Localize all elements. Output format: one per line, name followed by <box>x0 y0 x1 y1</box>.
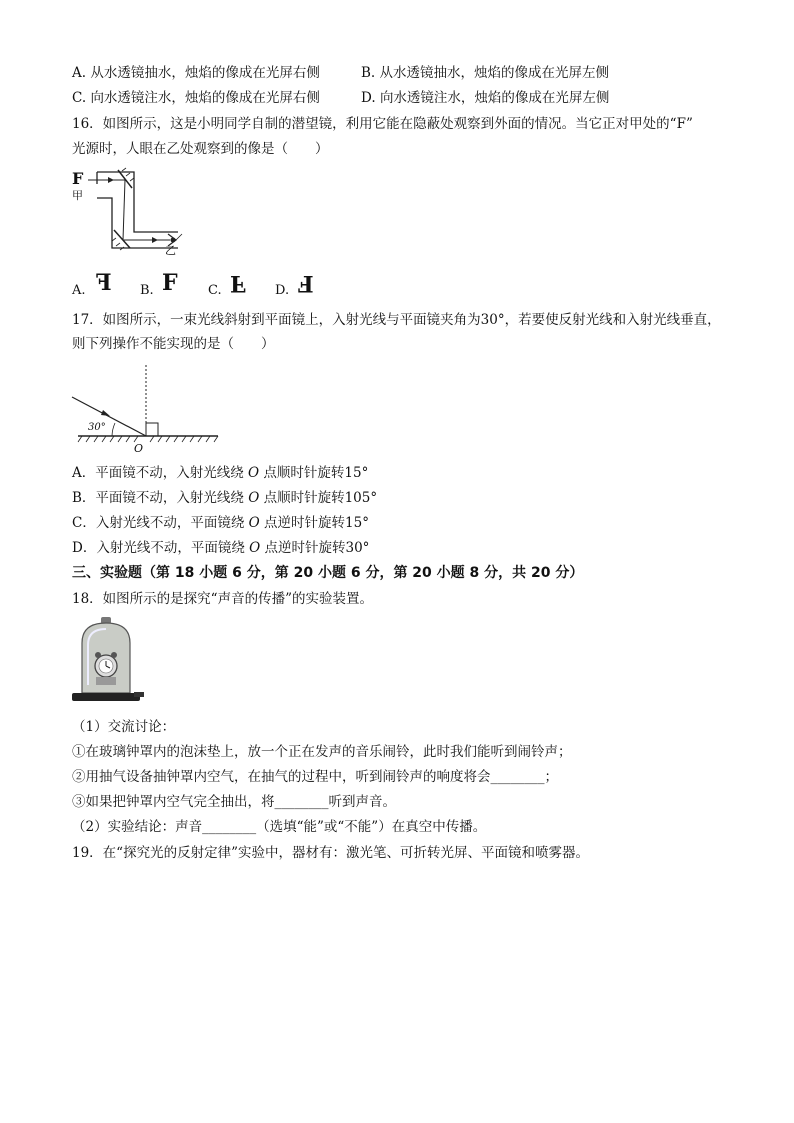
q16-option-d-glyph: F <box>298 270 314 296</box>
section-3-title: 三、实验题（第 18 小题 6 分，第 20 小题 6 分，第 20 小题 8 分，共 20 分） <box>72 565 584 581</box>
fig-label-jia: 甲 <box>72 189 83 202</box>
fig-source-f: F <box>72 169 84 188</box>
q16-stem-line1: 16．如图所示，这是小明同学自制的潜望镜，利用它能在隐蔽处观察到外面的情况。当它正对甲处的“F” <box>72 116 693 132</box>
periscope-diagram <box>72 170 202 260</box>
fig-angle-label: 30° <box>88 422 106 433</box>
q19-stem: 19．在“探究光的反射定律”实验中，器材有：激光笔、可折转光屏、平面镜和喷雾器。 <box>72 845 589 861</box>
fig-label-yi: 乙 <box>165 244 176 257</box>
q18-statement-3: ③如果把钟罩内空气完全抽出，将________听到声音。 <box>72 794 396 810</box>
q15-option-b: B. 从水透镜抽水，烛焰的像成在光屏左侧 <box>361 65 610 81</box>
q17-stem-line1: 17．如图所示，一束光线斜射到平面镜上，入射光线与平面镜夹角为30°，若要使反射光线和入射光线垂直， <box>72 312 721 328</box>
q16-stem-line2: 光源时，人眼在乙处观察到的像是（ ） <box>72 141 329 157</box>
q18-part2-conclusion: （2）实验结论：声音________（选填“能”或“不能”）在真空中传播。 <box>72 819 487 835</box>
q17-option-b: B．平面镜不动，入射光线绕 O 点顺时针旋转105° <box>72 490 378 506</box>
q16-option-d-letter: D. <box>275 283 290 298</box>
q15-option-a: A. 从水透镜抽水，烛焰的像成在光屏右侧 <box>72 65 320 81</box>
q18-statement-1: ①在玻璃钟罩内的泡沫垫上，放一个正在发声的音乐闹铃，此时我们能听到闹铃声； <box>72 744 572 760</box>
q15-option-c: C. 向水透镜注水，烛焰的像成在光屏右侧 <box>72 90 320 106</box>
q18-statement-2: ②用抽气设备抽钟罩内空气，在抽气的过程中，听到闹铃声的响度将会________； <box>72 769 558 785</box>
q16-option-c-glyph: F <box>230 270 246 296</box>
q16-option-a-letter: A. <box>72 283 86 298</box>
q16-option-a-glyph: F <box>96 270 112 296</box>
q17-option-a: A．平面镜不动，入射光线绕 O 点顺时针旋转15° <box>72 465 369 481</box>
bell-jar-image <box>70 613 150 703</box>
q16-option-c-letter: C. <box>208 283 222 298</box>
mirror-diagram <box>70 357 230 452</box>
q15-option-d: D. 向水透镜注水，烛焰的像成在光屏左侧 <box>361 90 610 106</box>
q18-part1-title: （1）交流讨论： <box>72 719 176 735</box>
q16-option-b-letter: B. <box>140 283 154 298</box>
q18-stem: 18．如图所示的是探究“声音的传播”的实验装置。 <box>72 591 373 607</box>
q17-option-d: D．入射光线不动，平面镜绕 O 点逆时针旋转30° <box>72 540 370 556</box>
q17-stem-line2: 则下列操作不能实现的是（ ） <box>72 336 275 352</box>
q17-option-c: C．入射光线不动，平面镜绕 O 点逆时针旋转15° <box>72 515 369 531</box>
q16-option-b-glyph: F <box>162 270 178 296</box>
fig-point-o: O <box>134 442 144 455</box>
